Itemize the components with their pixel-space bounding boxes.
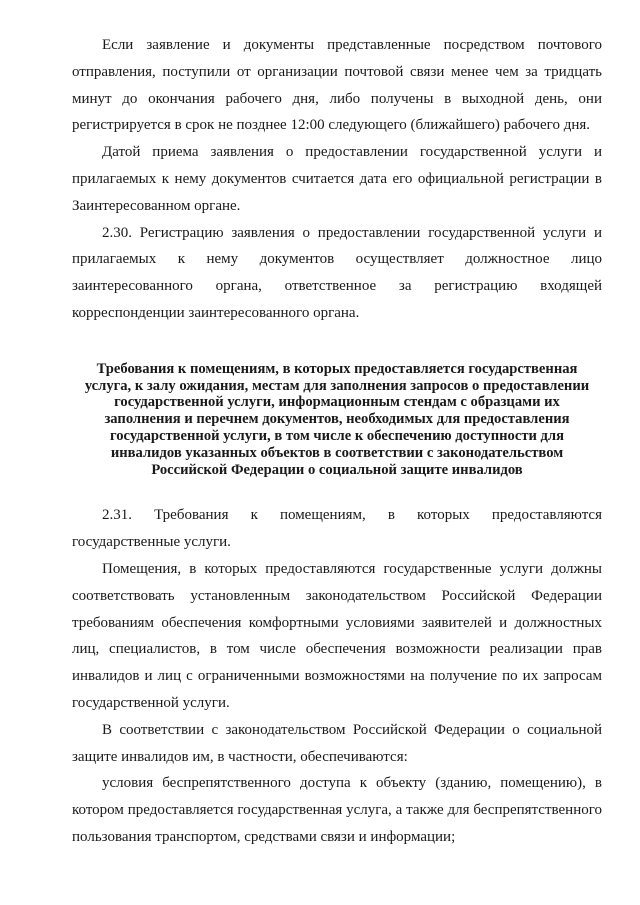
paragraph-mail-registration: Если заявление и документы представленные посредством почтового отправления, поступили от организации почтовой связи менее чем за тридцать минут до окончания рабочего дня, либо получены в выходной день, они регистрируется в срок не позднее 12:00 следующего (ближайшего) рабочего дня. [72, 37, 602, 134]
document-body [72, 32, 602, 851]
section-heading [72, 361, 602, 479]
section-heading-line: государственной услуги, информационным стендам с образцами их [114, 394, 560, 411]
section-heading-line: инвалидов указанных объектов в соответствии с законодательством [110, 444, 564, 461]
paragraph-2-31: 2.31. Требования к помещениям, в которых предоставляются государственные услуги. [72, 507, 602, 551]
section-heading-line: заполнения и перечнем документов, необходимых для предоставления [104, 411, 570, 428]
section-heading-line: Требования к помещениям, в которых предоставляется государственная [96, 360, 578, 377]
section-heading-line: услуга, к залу ожидания, местам для заполнения запросов о предоставлении [84, 377, 590, 394]
section-heading-line: государственной услуги, в том числе к обеспечению доступности для [109, 427, 565, 444]
spacer [72, 478, 602, 502]
paragraph-2-30: 2.30. Регистрацию заявления о предоставлении государственной услуги и прилагаемых к нему документов осуществляет должностное лицо заинтересованного органа, ответственное за регистрацию входящей корреспонденции заинтересованного органа. [72, 224, 602, 321]
paragraph-receipt-date: Датой приема заявления о предоставлении государственной услуги и прилагаемых к нему документов считается дата его официальной регистрации в Заинтересованном органе. [72, 144, 602, 214]
paragraph-premises-requirements: Помещения, в которых предоставляются государственные услуги должны соответствовать установленным законодательством Российской Федерации требованиям обеспечения комфортными условиями заявителей и должностных лиц, специалистов, в том числе обеспечения возможности реализации прав инвалидов и лиц с ограниченными возможностями на получение по их запросам государственной услуги. [72, 560, 602, 711]
paragraph-access-conditions: условия беспрепятственного доступа к объекту (зданию, помещению), в котором предоставляется государственная услуга, а также для беспрепятственного пользования транспортом, средствами связи и информации; [72, 775, 602, 845]
paragraph-disability-protection: В соответствии с законодательством Российской Федерации о социальной защите инвалидов им, в частности, обеспечиваются: [72, 721, 602, 765]
section-heading-line: Российской Федерации о социальной защите инвалидов [151, 461, 523, 478]
